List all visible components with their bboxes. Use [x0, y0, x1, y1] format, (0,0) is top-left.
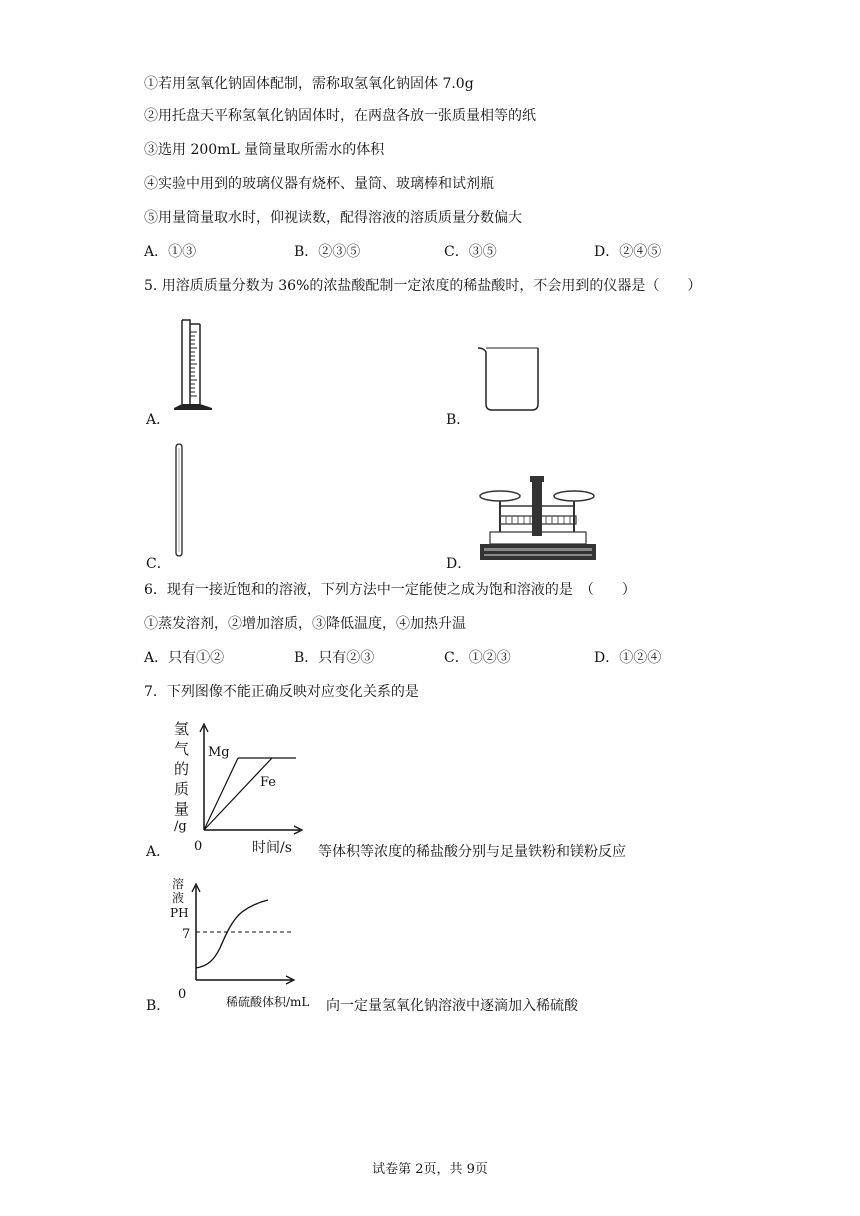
graph-b-ref-label: 7 [182, 927, 191, 942]
graph-b-ylabel-3: PH [170, 906, 189, 920]
graph-a-caption: 等体积等浓度的稀盐酸分别与足量铁粉和镁粉反应 [318, 844, 626, 860]
graph-a-fe-line [204, 758, 272, 830]
q4-statement-2: ②用托盘天平称氢氧化钠固体时，在两盘各放一张质量相等的纸 [144, 108, 536, 124]
q7-stem: 7．下列图像不能正确反映对应变化关系的是 [144, 684, 419, 700]
graduated-cylinder-icon [170, 318, 218, 414]
graph-b-curve [196, 900, 268, 968]
q5-stem: 5. 用溶质质量分数为 36%的浓盐酸配制一定浓度的稀盐酸时，不会用到的仪器是（ ） [144, 278, 702, 294]
q5-label-c: C． [146, 556, 171, 572]
q6-option-d: D．①②④ [594, 650, 662, 666]
graph-b-xlabel: 稀硫酸体积/mL [226, 995, 310, 1009]
q5-label-d: D． [446, 556, 472, 572]
q7-label-a: A． [146, 844, 171, 860]
q6-methods: ①蒸发溶剂，②增加溶质，③降低温度，④加热升温 [144, 616, 466, 632]
q4-statement-3: ③选用 200mL 量筒量取所需水的体积 [144, 142, 385, 158]
graph-a-ylabel-1: 氢 [174, 720, 190, 738]
graph-a-ylabel-unit: /g [174, 819, 187, 834]
page-footer: 试卷第 2页，共 9页 [372, 1162, 488, 1177]
graph-a-mg-label: Mg [208, 745, 230, 760]
beaker-icon [474, 342, 544, 416]
q4-option-d: D．②④⑤ [594, 244, 662, 260]
q4-option-b: B．②③⑤ [294, 244, 361, 260]
balance-scale-icon [474, 474, 602, 564]
q5-label-a: A． [146, 412, 171, 428]
graph-a-fe-label: Fe [260, 775, 277, 790]
graph-b-ph-curve [168, 872, 324, 1018]
graph-b-ylabel-2: 液 [172, 891, 185, 905]
graph-a-mg-line [204, 758, 238, 830]
graph-a-hydrogen-mass [168, 712, 314, 858]
graph-a-ylabel-4: 质 [174, 780, 190, 798]
q6-option-c: C．①②③ [444, 650, 511, 666]
q7-label-b: B． [146, 998, 171, 1014]
graph-a-xlabel: 时间/s [252, 840, 292, 856]
graph-a-ylabel-2: 气 [174, 740, 190, 758]
q4-option-a: A．①③ [144, 244, 197, 260]
graph-a-ylabel-5: 量 [174, 800, 190, 818]
graph-a-origin: 0 [194, 839, 203, 854]
q6-stem: 6．现有一接近饱和的溶液，下列方法中一定能使之成为饱和溶液的是 （ ） [144, 582, 636, 598]
q4-statement-5: ⑤用量筒量取水时，仰视读数，配得溶液的溶质质量分数偏大 [144, 210, 522, 226]
q4-statement-4: ④实验中用到的玻璃仪器有烧杯、量筒、玻璃棒和试剂瓶 [144, 176, 494, 192]
q4-option-c: C．③⑤ [444, 244, 497, 260]
q6-option-b: B．只有②③ [294, 650, 375, 666]
glass-rod-icon [170, 442, 190, 560]
graph-b-caption: 向一定量氢氧化钠溶液中逐滴加入稀硫酸 [326, 998, 578, 1014]
graph-b-ylabel-1: 溶 [172, 877, 185, 891]
graph-a-ylabel-3: 的 [174, 760, 190, 778]
q4-statement-1: ①若用氢氧化钠固体配制，需称取氢氧化钠固体 7.0g [144, 76, 474, 92]
graph-b-origin: 0 [178, 987, 187, 1002]
q5-label-b: B． [446, 412, 471, 428]
q6-option-a: A．只有①② [144, 650, 225, 666]
